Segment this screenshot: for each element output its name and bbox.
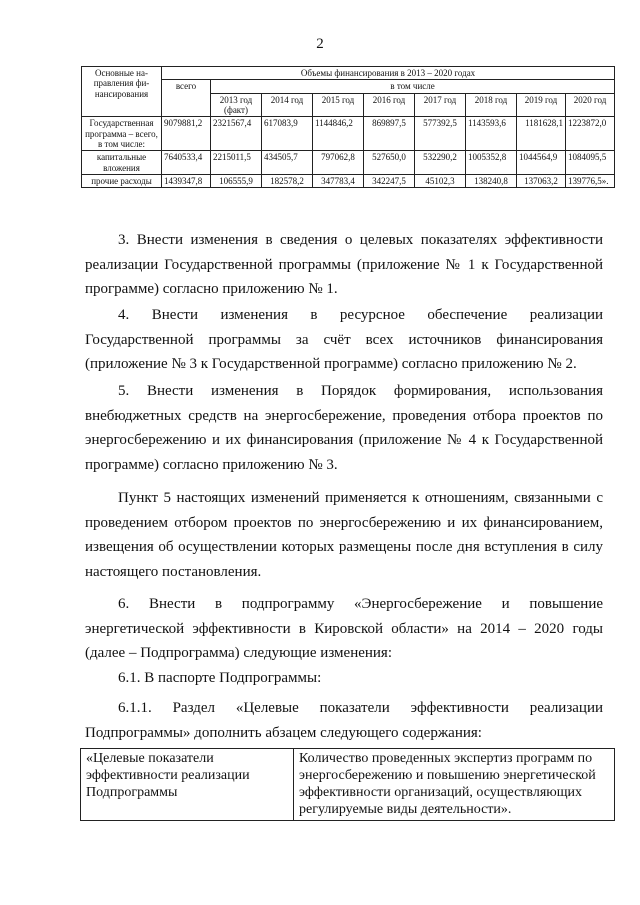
row-total: 9079881,2 <box>162 117 211 151</box>
year-header: 2018 год <box>466 93 517 117</box>
table-row <box>82 117 615 151</box>
paragraph-item-3: 3. Внести изменения в сведения о целевых показателях эффективности реализации Государственной программы (приложение № 1 к Государственной программе) согласно приложению № 1. <box>85 232 603 297</box>
cell-value: 2215011,5 <box>211 151 262 175</box>
header-directions: Основные на-правления фи-нансирования <box>82 67 162 117</box>
row-label: капитальные вложения <box>82 151 162 175</box>
cell-value: 532290,2 <box>415 151 466 175</box>
funding-table <box>81 66 615 188</box>
year-header: 2016 год <box>364 93 415 117</box>
header-including: в том числе <box>211 80 615 93</box>
cell-value: 1223872,0 <box>566 117 615 151</box>
cell-value: 106555,9 <box>211 175 262 188</box>
cell-value: 347783,4 <box>313 175 364 188</box>
cell-value: 342247,5 <box>364 175 415 188</box>
year-header: 2013 год (факт) <box>211 93 262 117</box>
cell-value: 1044564,9 <box>517 151 566 175</box>
page-number: 2 <box>316 36 324 52</box>
cell-value: 137063,2 <box>517 175 566 188</box>
row-label: Государственная программа – всего, в том числе: <box>82 117 162 151</box>
cell-value: 2321567,4 <box>211 117 262 151</box>
cell-value: 1084095,5 <box>566 151 615 175</box>
paragraph-item-6-1: 6.1. В паспорте Подпрограммы: <box>118 670 322 686</box>
cell-value: 138240,8 <box>466 175 517 188</box>
table-row <box>82 175 615 188</box>
paragraph-item-5: 5. Внести изменения в Порядок формирования, использования внебюджетных средств на энергосбережение, проведения отбора проектов по энергосбережению и их финансирования (приложение № 4 к Государственной программе) согласно приложению № 3. <box>85 383 603 473</box>
cell-value: 617083,9 <box>262 117 313 151</box>
cell-value: 527650,0 <box>364 151 415 175</box>
paragraph-item-6: 6. Внести в подпрограмму «Энергосбережение и повышение энергетической эффективности в Кировской области» на 2014 – 2020 годы (далее – Подпрограмма) следующие изменения: <box>85 596 603 661</box>
table-row <box>81 749 615 821</box>
cell-value: 577392,5 <box>415 117 466 151</box>
cell-value: 1181628,1 <box>517 117 566 151</box>
table-row <box>82 151 615 175</box>
header-volumes: Объемы финансирования в 2013 – 2020 годах <box>162 67 615 80</box>
year-header: 2020 год <box>566 93 615 117</box>
cell-value: 182578,2 <box>262 175 313 188</box>
header-total: всего <box>162 80 211 117</box>
cell-value: 434505,7 <box>262 151 313 175</box>
cell-value: 1144846,2 <box>313 117 364 151</box>
row-label: прочие расходы <box>82 175 162 188</box>
goal-label: «Целевые показатели эффективности реализации Подпрограммы <box>81 749 294 821</box>
cell-value: 869897,5 <box>364 117 415 151</box>
year-header: 2019 год <box>517 93 566 117</box>
row-total: 1439347,8 <box>162 175 211 188</box>
year-header: 2017 год <box>415 93 466 117</box>
year-header: 2015 год <box>313 93 364 117</box>
cell-value: 1143593,6 <box>466 117 517 151</box>
goal-indicators-table <box>80 748 615 821</box>
cell-value: 45102,3 <box>415 175 466 188</box>
row-total: 7640533,4 <box>162 151 211 175</box>
paragraph-item-6-1-1: 6.1.1. Раздел «Целевые показатели эффективности реализации Подпрограммы» дополнить абзацем следующего содержания: <box>85 700 603 741</box>
paragraph-item-5-note: Пункт 5 настоящих изменений применяется к отношениям, связанными с проведением отбором проектов по энергосбережению и их финансированием, извещения об осуществлении которых размещены после дня вступления в силу настоящего постановления. <box>85 490 603 580</box>
cell-value: 1005352,8 <box>466 151 517 175</box>
cell-value: 797062,8 <box>313 151 364 175</box>
year-header: 2014 год <box>262 93 313 117</box>
paragraph-item-4: 4. Внести изменения в ресурсное обеспечение реализации Государственной программы за счёт всех источников финансирования (приложение № 3 к Государственной программе) согласно приложению № 2. <box>85 307 603 372</box>
cell-value: 139776,5». <box>566 175 615 188</box>
goal-text: Количество проведенных экспертиз программ по энергосбережению и повышению энергетической эффективности организаций, осуществляющих регулируемые виды деятельности». <box>294 749 615 821</box>
